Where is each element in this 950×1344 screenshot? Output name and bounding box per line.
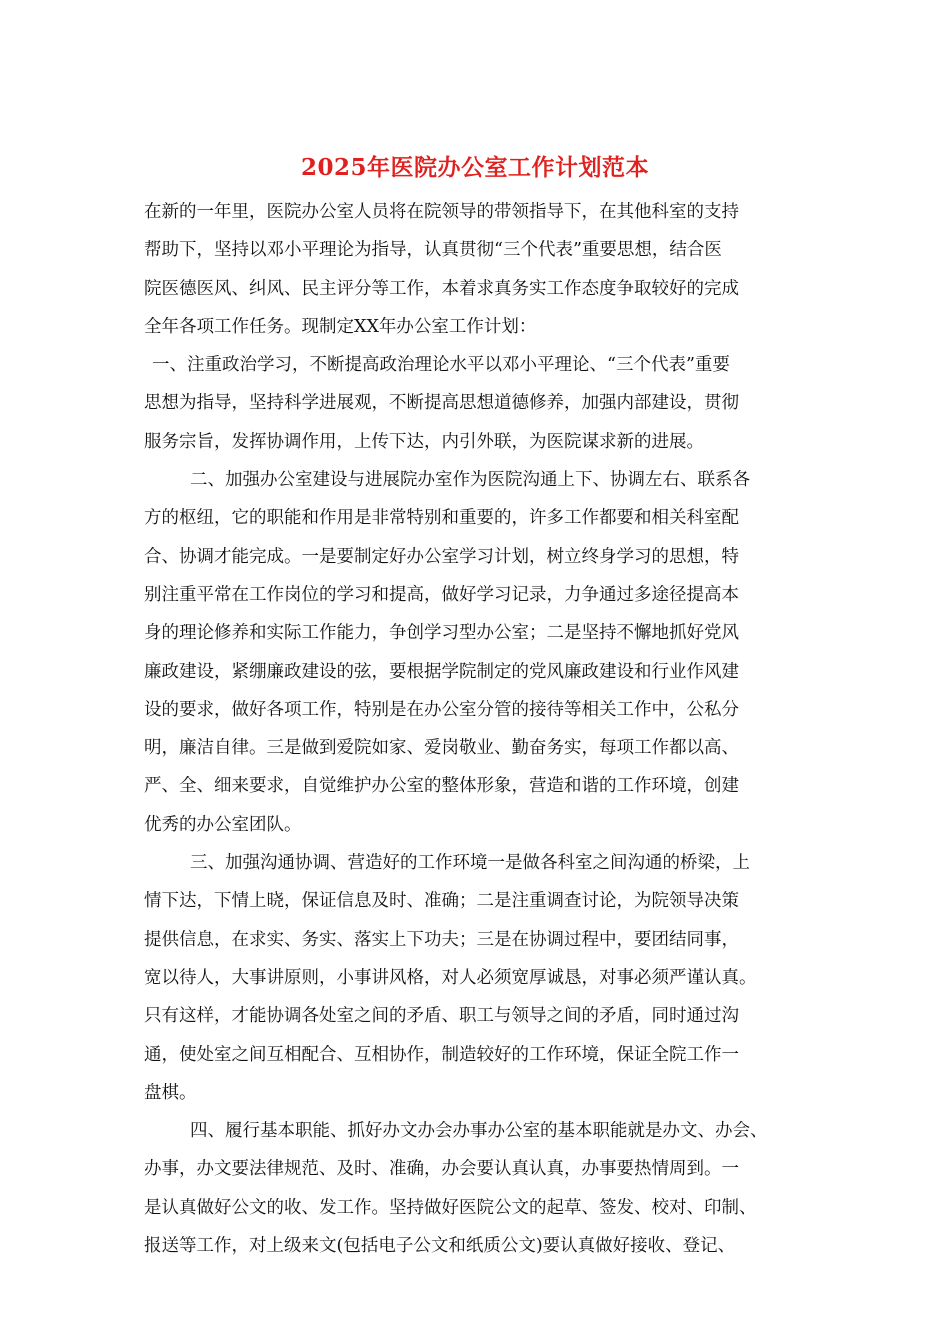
- text-line: 思想为指导，坚持科学进展观，不断提高思想道德修养，加强内部建设，贯彻: [144, 393, 739, 414]
- text-line: 办事，办文要法律规范、及时、准确，办会要认真认真，办事要热情周到。一: [144, 1159, 739, 1180]
- text-line: 一、注重政治学习，不断提高政治理论水平以邓小平理论、“三个代表”重要: [152, 355, 730, 376]
- text-line: 通，使处室之间互相配合、互相协作，制造较好的工作环境，保证全院工作一: [144, 1044, 739, 1065]
- text-line: 宽以待人，大事讲原则，小事讲风格，对人必须宽厚诚恳，对事必须严谨认真。: [144, 967, 757, 988]
- text-line: 四、履行基本职能、抓好办文办会办事办公室的基本职能就是办文、办会、: [190, 1121, 768, 1142]
- text-line: 帮助下，坚持以邓小平理论为指导，认真贯彻“三个代表”重要思想，结合医: [144, 240, 722, 261]
- text-line: 在新的一年里，医院办公室人员将在院领导的带领指导下，在其他科室的支持: [144, 202, 739, 222]
- text-line: 提供信息，在求实、务实、落实上下功夫；三是在协调过程中，要团结同事，: [144, 929, 739, 950]
- text-line: 方的枢纽，它的职能和作用是非常特别和重要的，许多工作都要和相关科室配: [144, 508, 739, 529]
- text-line: 二、加强办公室建设与进展院办室作为医院沟通上下、协调左右、联系各: [190, 470, 750, 491]
- text-line: 别注重平常在工作岗位的学习和提高，做好学习记录，力争通过多途径提高本: [144, 584, 739, 605]
- text-line: 全年各项工作任务。现制定XX年办公室工作计划：: [144, 316, 537, 337]
- text-line: 情下达，下情上晓，保证信息及时、准确；二是注重调查讨论，为院领导决策: [144, 891, 739, 912]
- text-line: 身的理论修养和实际工作能力，争创学习型办公室；二是坚持不懈地抓好党风: [144, 623, 739, 644]
- text-line: 只有这样，才能协调各处室之间的矛盾、职工与领导之间的矛盾，同时通过沟: [144, 1006, 739, 1027]
- document-body: [144, 193, 806, 1265]
- text-line: 廉政建设，紧绷廉政建设的弦，要根据学院制定的党风廉政建设和行业作风建: [144, 661, 739, 682]
- text-line: 三、加强沟通协调、营造好的工作环境一是做各科室之间沟通的桥梁，上: [190, 853, 750, 874]
- text-line: 明，廉洁自律。三是做到爱院如家、爱岗敬业、勤奋务实，每项工作都以高、: [144, 738, 739, 759]
- text-line: 院医德医风、纠风、民主评分等工作，本着求真务实工作态度争取较好的完成: [144, 278, 739, 299]
- text-line: 盘棋。: [144, 1082, 197, 1103]
- text-line: 设的要求，做好各项工作，特别是在办公室分管的接待等相关工作中，公私分: [144, 699, 739, 720]
- text-line: 合、协调才能完成。一是要制定好办公室学习计划，树立终身学习的思想，特: [144, 546, 739, 567]
- page-title: 2025年医院办公室工作计划范本: [300, 154, 649, 181]
- text-line: 严、全、细来要求，自觉维护办公室的整体形象，营造和谐的工作环境，创建: [144, 776, 739, 797]
- text-line: 报送等工作，对上级来文(包括电子公文和纸质公文)要认真做好接收、登记、: [144, 1236, 736, 1257]
- text-line: 服务宗旨，发挥协调作用，上传下达，内引外联，为医院谋求新的进展。: [144, 431, 704, 452]
- text-line: 是认真做好公文的收、发工作。坚持做好医院公文的起草、签发、校对、印制、: [144, 1197, 757, 1218]
- text-line: 优秀的办公室团队。: [144, 814, 302, 835]
